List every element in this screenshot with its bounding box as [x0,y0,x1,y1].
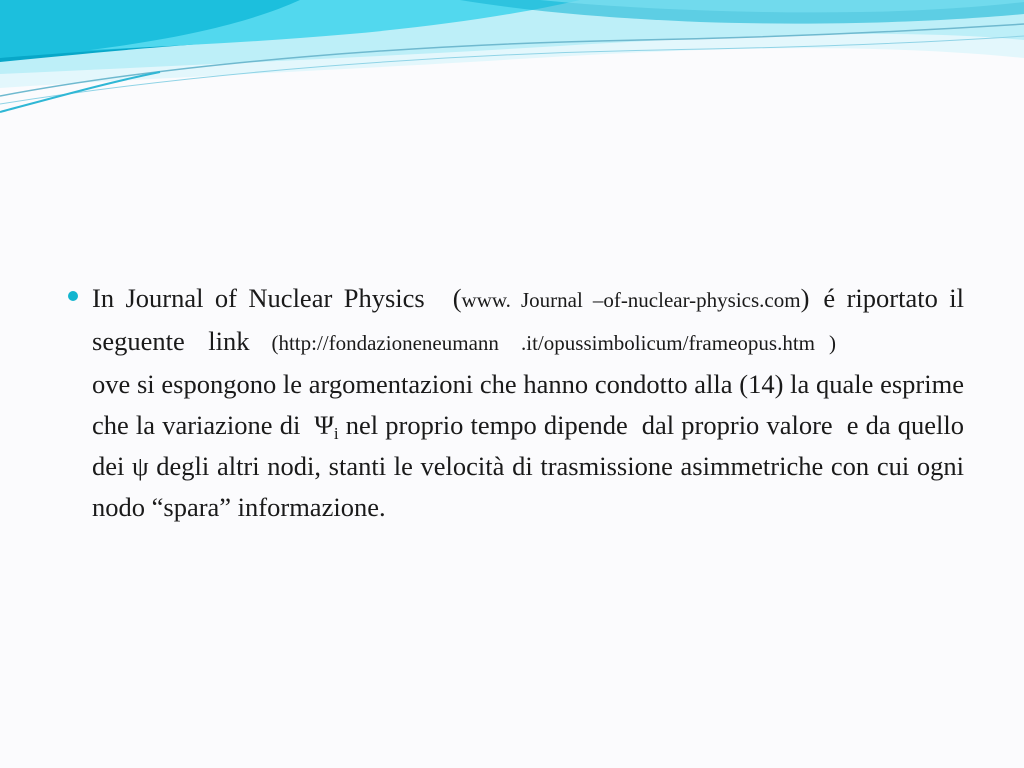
link-url-text: (http://fondazioneneumann .it/opussimbolicum/frameopus.htm [271,331,815,355]
own-value-text: dal proprio valore [641,410,833,440]
closing-text: e da quello dei ψ degli altri nodi, stanti le velocità di trasmissione asimmetriche con cui ogni nodo “spara” informazione. [92,410,965,522]
filled-circle-bullet-icon [68,291,78,301]
slide-body [68,278,964,528]
close-paren: ) [800,283,810,313]
psi-subscript: i [333,424,339,443]
argument-text: ove si espongono le argomentazioni che hanno condotto alla (14) la quale esprime che la variazione di [92,369,964,440]
bullet-paragraph [92,278,964,528]
journal-name-text: In Journal of Nuclear Physics [92,283,425,313]
psi-symbol: Ψ [314,410,334,440]
link-close-paren: ) [829,331,836,355]
proper-time-text: nel proprio tempo dipende [345,410,628,440]
bullet-item [68,278,964,528]
reported-link-text: é riportato il seguente link [92,283,964,356]
header-wave-decoration [0,0,1024,130]
journal-url-text: www. Journal –of-nuclear-physics.com [461,288,801,312]
open-paren: ( [452,283,462,313]
